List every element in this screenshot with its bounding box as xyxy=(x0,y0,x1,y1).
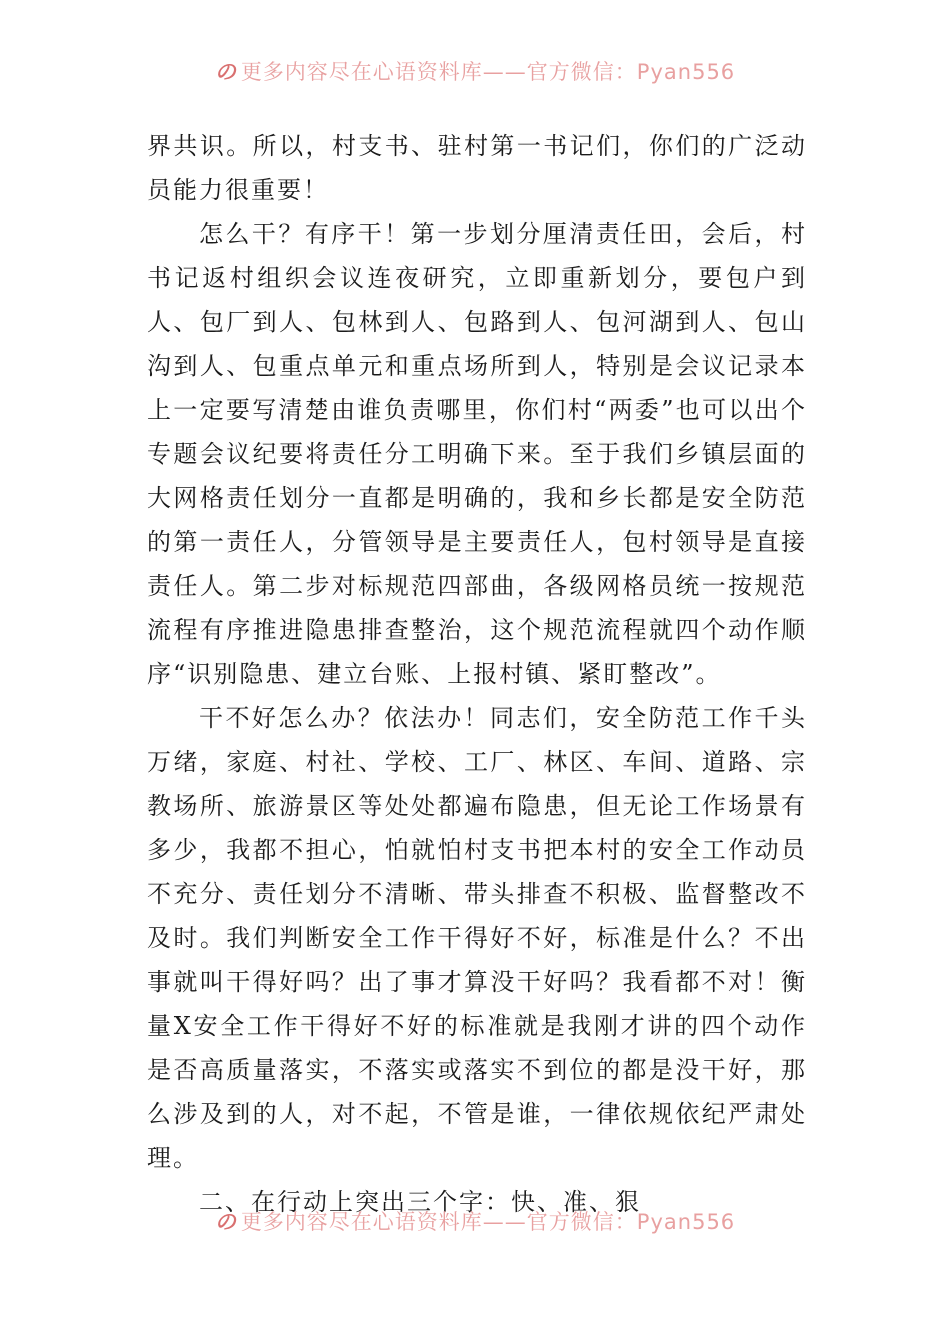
header-watermark xyxy=(0,56,950,86)
watermark-logo-icon: の xyxy=(214,1210,237,1234)
watermark-text: 更多内容尽在心语资料库——官方微信：Pyan556 xyxy=(240,1210,736,1234)
paragraph-2: 怎么干？有序干！第一步划分厘清责任田，会后，村书记返村组织会议连夜研究，立即重新划分，要包户到人、包厂到人、包林到人、包路到人、包河湖到人、包山沟到人、包重点单元和重点场所到人，特别是会议记录本上一定要写清楚由谁负责哪里，你们村“两委”也可以出个专题会议纪要将责任分工明确下来。至于我们乡镇层面的大网格责任划分一直都是明确的，我和乡长都是安全防范的第一责任人，分管领导是主要责任人，包村领导是直接责任人。第二步对标规范四部曲，各级网格员统一按规范流程有序推进隐患排查整治，这个规范流程就四个动作顺序“识别隐患、建立台账、上报村镇、紧盯整改”。 xyxy=(147,220,807,688)
section-heading: 二、在行动上突出三个字：快、准、狠 xyxy=(199,1188,641,1216)
paragraph-1: 界共识。所以，村支书、驻村第一书记们，你们的广泛动员能力很重要！ xyxy=(147,132,807,204)
watermark-logo-icon: の xyxy=(214,60,237,84)
footer-watermark xyxy=(0,1206,950,1236)
watermark-text: 更多内容尽在心语资料库——官方微信：Pyan556 xyxy=(240,60,736,84)
paragraph-3: 干不好怎么办？依法办！同志们，安全防范工作千头万绪，家庭、村社、学校、工厂、林区、车间、道路、宗教场所、旅游景区等处处都遍布隐患，但无论工作场景有多少，我都不担心，怕就怕村支书把本村的安全工作动员不充分、责任划分不清晰、带头排查不积极、监督整改不及时。我们判断安全工作干得好不好，标准是什么？不出事就叫干得好吗？出了事才算没干好吗？我看都不对！衡量X安全工作干得好不好的标准就是我刚才讲的四个动作是否高质量落实，不落实或落实不到位的都是没干好，那么涉及到的人，对不起，不管是谁，一律依规依纪严肃处理。 xyxy=(147,704,807,1172)
document-body xyxy=(147,124,807,1224)
